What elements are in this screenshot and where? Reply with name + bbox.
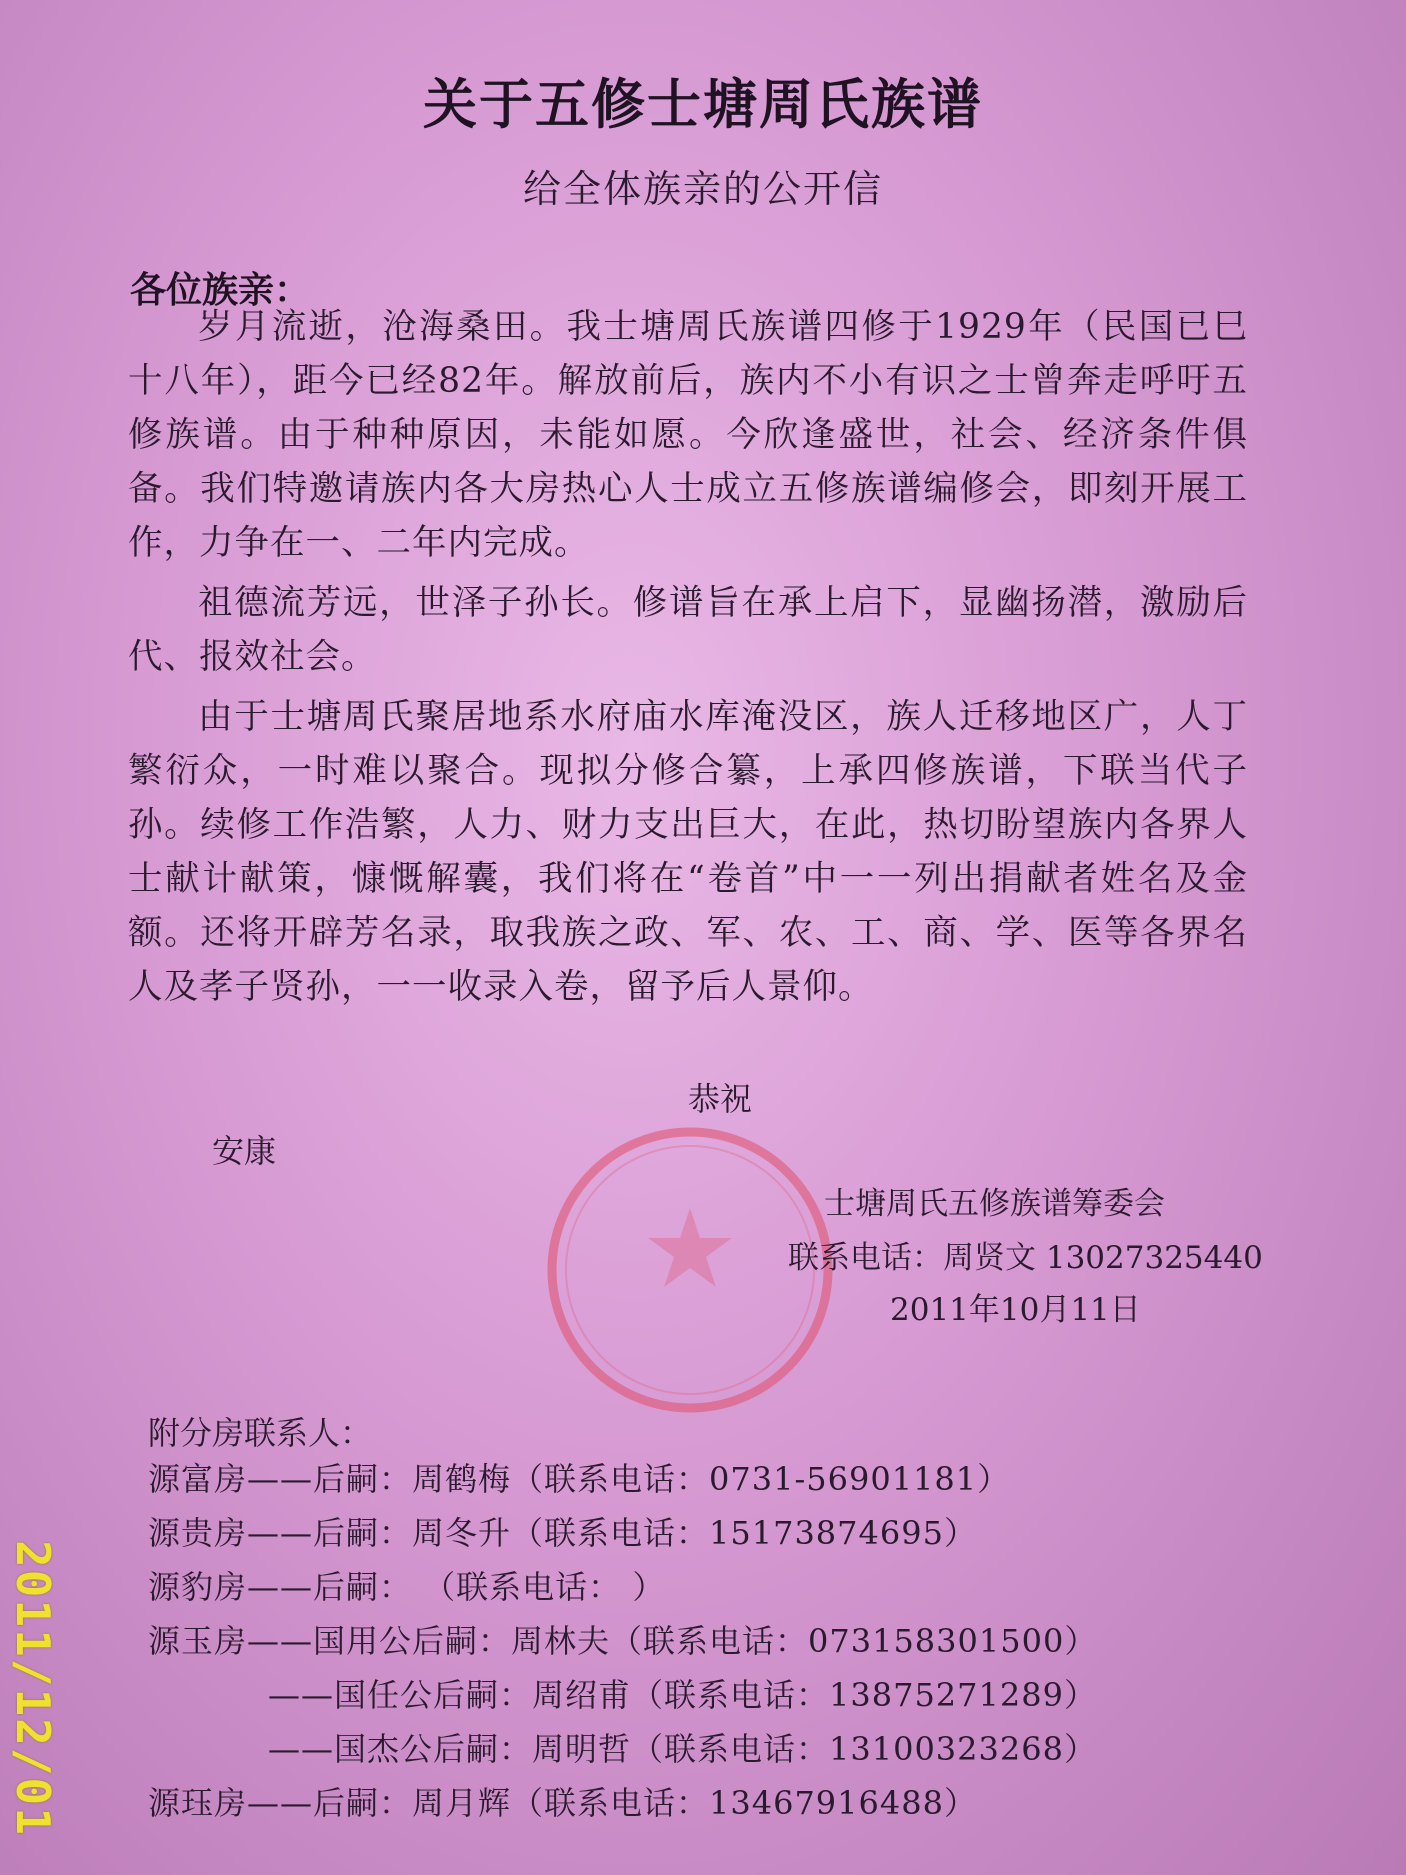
paragraph-3: 由于士塘周氏聚居地系水府庙水库淹没区，族人迁移地区广，人丁繁衍众，一时难以聚合。现拟分修合纂，上承四修族谱，下联当代子孙。续修工作浩繁，人力、财力支出巨大，在此，热切盼望族内各界人士献计献策，慷慨解囊，我们将在“卷首”中一一列出捐献者姓名及金额。还将开辟芳名录，取我族之政、军、农、工、商、学、医等各界名人及孝子贤孙，一一收录入卷，留予后人景仰。 xyxy=(128,697,1248,1007)
contact-row: 源贵房——后嗣：周冬升（联系电话：15173874695） xyxy=(148,1514,977,1552)
letter-body xyxy=(128,300,1248,1014)
closing-health: 安康 xyxy=(212,1132,277,1170)
paragraph-2: 祖德流芳远，世泽子孙长。修谱旨在承上启下，显幽扬潜，激励后代、报效社会。 xyxy=(128,583,1248,677)
contact-row: 源珏房——后嗣：周月辉（联系电话：13467916488） xyxy=(148,1784,977,1822)
paragraph-1: 岁月流逝，沧海桑田。我士塘周氏族谱四修于1929年（民国已巳十八年），距今已经82年。解放前后，族内不小有识之士曾奔走呼吁五修族谱。由于种种原因，未能如愿。今欣逢盛世，社会、经济条件俱备。我们特邀请族内各大房热心人士成立五修族谱编修会，即刻开展工作，力争在一、二年内完成。 xyxy=(128,307,1248,563)
document-subtitle: 给全体族亲的公开信 xyxy=(522,167,883,211)
contact-row: 源玉房——国用公后嗣：周林夫（联系电话：073158301500） xyxy=(148,1622,1098,1660)
contacts-heading: 附分房联系人： xyxy=(148,1414,373,1452)
closing-wishes: 恭祝 xyxy=(688,1080,753,1118)
contact-row: 源富房——后嗣：周鹤梅（联系电话：0731-56901181） xyxy=(148,1460,1011,1498)
contact-row: ——国杰公后嗣：周明哲（联系电话：13100323268） xyxy=(268,1730,1097,1768)
letter-date: 2011年10月11日 xyxy=(890,1292,1141,1328)
camera-date-overlay: 2011/12/01 xyxy=(6,1540,60,1837)
contact-row: 源豹房——后嗣： （联系电话： ） xyxy=(148,1568,666,1606)
document-title: 关于五修士塘周氏族谱 xyxy=(423,73,983,136)
greeting: 各位族亲： xyxy=(130,270,311,311)
committee-contact: 联系电话：周贤文 13027325440 xyxy=(788,1240,1263,1276)
committee-name: 士塘周氏五修族谱筹委会 xyxy=(824,1186,1165,1222)
contact-row: ——国任公后嗣：周绍甫（联系电话：13875271289） xyxy=(268,1676,1097,1714)
